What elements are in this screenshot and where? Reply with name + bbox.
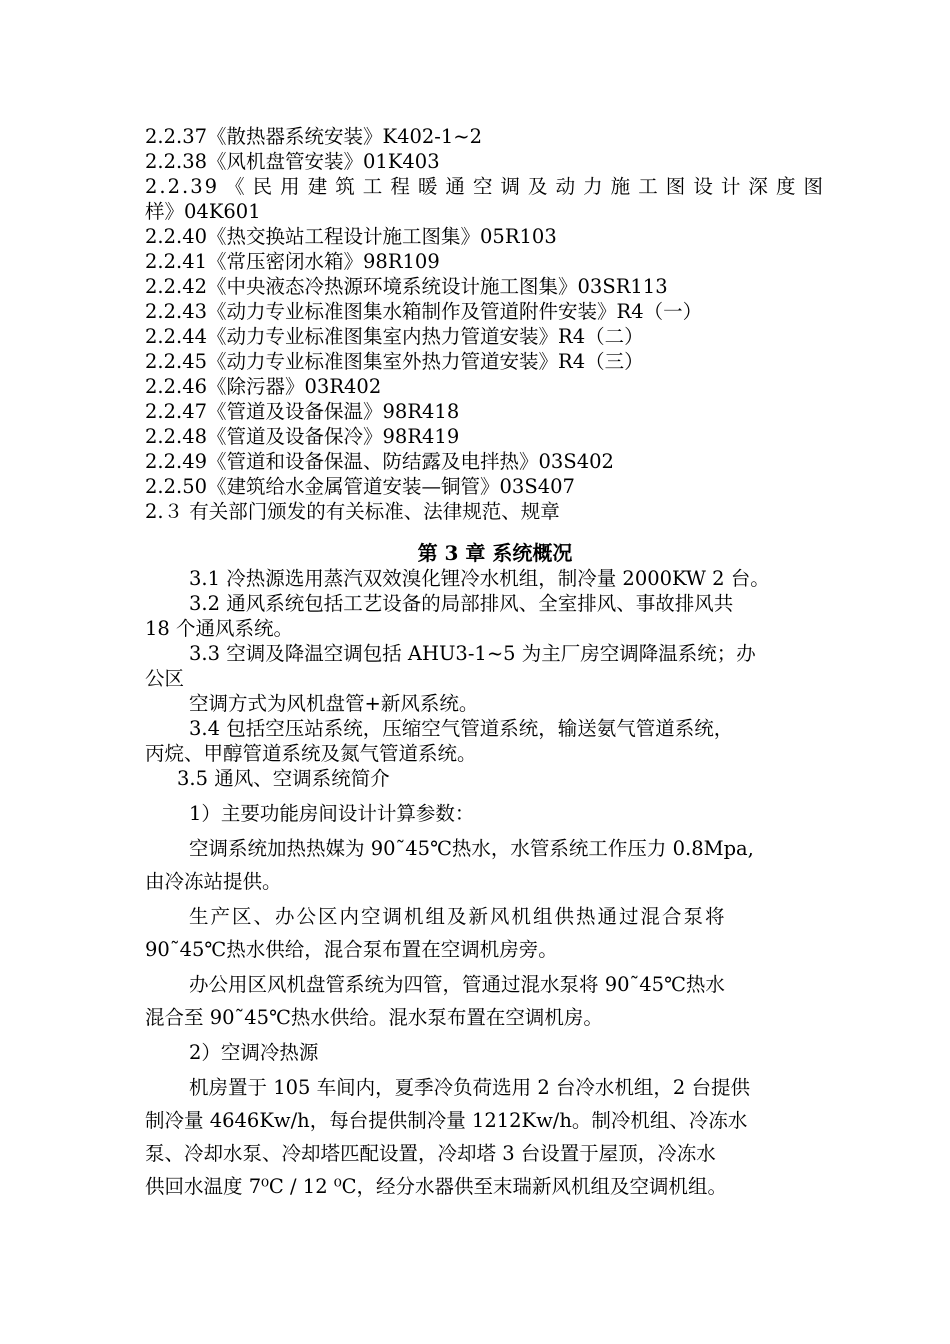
paragraph-mixing-pump-line2: 90˜45℃热水供给，混合泵布置在空调机房旁。: [145, 938, 558, 961]
paragraph-fan-coil-line2: 混合至 90˜45℃热水供给。混水泵布置在空调机房。: [145, 1006, 603, 1029]
paragraph-heating-line2: 由冷冻站提供。: [145, 870, 282, 893]
reference-list: [145, 124, 825, 524]
paragraph-chiller-line2: 制冷量 4646Kw/h，每台提供制冷量 1212Kw/h。制冷机组、冷冻水: [145, 1109, 748, 1132]
section-3-2-line1: 3.2 通风系统包括工艺设备的局部排风、全室排风、事故排风共: [189, 592, 734, 615]
section-3-3-line2: 公区: [145, 667, 185, 690]
section-3-3-line3: 空调方式为风机盘管+新风系统。: [189, 692, 479, 715]
paragraph-chiller-line1: 机房置于 105 车间内，夏季冷负荷选用 2 台冷水机组，2 台提供: [189, 1076, 751, 1099]
section-3-2-line2: 18 个通风系统。: [145, 617, 294, 640]
section-3-4-line1: 3.4 包括空压站系统，压缩空气管道系统，输送氨气管道系统，: [189, 717, 734, 740]
reference-item: 2.2.37《散热器系统安装》K402-1~2: [145, 125, 483, 148]
reference-item: 2.2.46《除污器》03R402: [145, 375, 382, 398]
reference-item: 2.2.44《动力专业标准图集室内热力管道安装》R4（二）: [145, 325, 644, 348]
paragraph-heating-line1: 空调系统加热热媒为 90˜45℃热水，水管系统工作压力 0.8Mpa,: [189, 837, 754, 860]
paragraph-chiller-line3: 泵、冷却水泵、冷却塔匹配设置，冷却塔 3 台设置于屋顶，冷冻水: [145, 1142, 716, 1165]
section-3-1: 3.1 冷热源选用蒸汽双效溴化锂冷水机组，制冷量 2000KW 2 台。: [189, 567, 770, 590]
reference-item: 2.2.41《常压密闭水箱》98R109: [145, 250, 440, 273]
hvac-description: [145, 797, 825, 1203]
paragraph-chiller-line4: 供回水温度 7⁰C / 12 ⁰C，经分水器供至末瑞新风机组及空调机组。: [145, 1175, 728, 1198]
reference-item: 2.2.50《建筑给水金属管道安装—铜管》03S407: [145, 475, 575, 498]
item-1-heading: 1）主要功能房间设计计算参数：: [189, 802, 475, 825]
reference-item: 2.2.49《管道和设备保温、防结露及电拌热》03S402: [145, 450, 614, 473]
item-2-heading: 2）空调冷热源: [189, 1041, 319, 1064]
reference-item: 2.2.42《中央液态冷热源环境系统设计施工图集》03SR113: [145, 275, 668, 298]
section-3-3-line1: 3.3 空调及降温空调包括 AHU3-1~5 为主厂房空调降温系统；办: [189, 642, 756, 665]
chapter-title: 第 3 章 系统概况: [417, 541, 573, 565]
reference-item: 2.2.47《管道及设备保温》98R418: [145, 400, 460, 423]
section-3-5-heading: 3.5 通风、空调系统简介: [177, 767, 390, 790]
section-heading: 2.３ 有关部门颁发的有关标准、法律规范、规章: [145, 500, 560, 523]
reference-item: 2.2.38《风机盘管安装》01K403: [145, 150, 440, 173]
reference-item: 2.2.48《管道及设备保冷》98R419: [145, 425, 460, 448]
reference-item: 2.2.43《动力专业标准图集水箱制作及管道附件安装》R4（一）: [145, 300, 703, 323]
section-3-4-line2: 丙烷、甲醇管道系统及氮气管道系统。: [145, 742, 477, 765]
reference-item: 2.2.45《动力专业标准图集室外热力管道安装》R4（三）: [145, 350, 644, 373]
reference-item-continuation: 样》04K601: [145, 200, 261, 223]
reference-item: 2.2.39《民用建筑工程暖通空调及动力施工图设计深度图: [145, 175, 825, 198]
reference-item: 2.2.40《热交换站工程设计施工图集》05R103: [145, 225, 557, 248]
paragraph-mixing-pump-line1: 生产区、办公区内空调机组及新风机组供热通过混合泵将: [189, 905, 727, 928]
document-page: [145, 124, 825, 1203]
paragraph-fan-coil-line1: 办公用区风机盘管系统为四管，管通过混水泵将 90˜45℃热水: [189, 973, 725, 996]
